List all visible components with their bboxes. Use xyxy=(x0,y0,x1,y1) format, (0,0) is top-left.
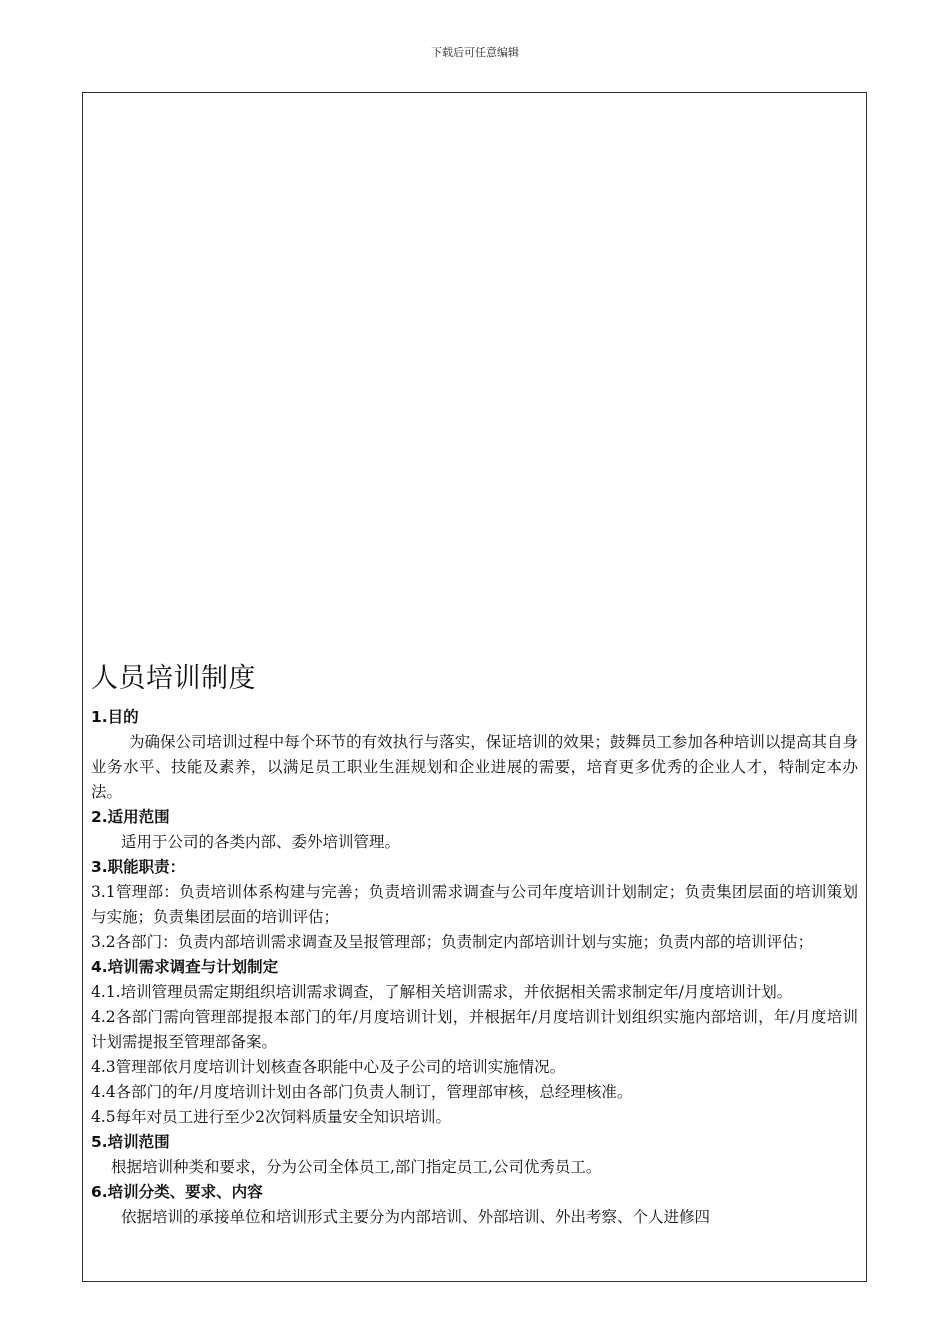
section-paragraph: 3.2各部门：负责内部培训需求调查及呈报管理部；负责制定内部培训计划与实施；负责内部的培训评估； xyxy=(91,933,814,951)
section-heading: 4.培训需求调查与计划制定 xyxy=(91,958,279,976)
section-heading: 5.培训范围 xyxy=(91,1133,170,1151)
section-needs-planning xyxy=(91,955,858,1130)
section-heading: 2.适用范围 xyxy=(91,808,170,826)
document-frame xyxy=(82,92,867,1282)
section-paragraph: 为确保公司培训过程中每个环节的有效执行与落实，保证培训的效果；鼓舞员工参加各种培训以提高其自身业务水平、技能及素养，以满足员工职业生涯规划和企业进展的需要，培育更多优秀的企业人才，特制定本办法。 xyxy=(91,733,858,801)
section-heading: 6.培训分类、要求、内容 xyxy=(91,1183,263,1201)
section-paragraph: 4.1.培训管理员需定期组织培训需求调查，了解相关培训需求，并依据相关需求制定年/月度培训计划。 xyxy=(91,983,793,1001)
section-paragraph: 依据培训的承接单位和培训形式主要分为内部培训、外部培训、外出考察、个人进修四 xyxy=(121,1208,711,1226)
document-title: 人员培训制度 xyxy=(91,663,256,694)
section-training-categories xyxy=(91,1180,858,1230)
section-paragraph: 4.4各部门的年/月度培训计划由各部门负责人制订，管理部审核，总经理核准。 xyxy=(91,1083,633,1101)
section-paragraph: 4.3管理部依月度培训计划核查各职能中心及子公司的培训实施情况。 xyxy=(91,1058,566,1076)
section-paragraph: 4.5每年对员工进行至少2次饲料质量安全知识培训。 xyxy=(91,1108,452,1126)
section-heading: 3.职能职责： xyxy=(91,858,186,876)
page-header-note: 下载后可任意编辑 xyxy=(431,46,519,59)
document-content xyxy=(91,661,858,1230)
section-purpose xyxy=(91,705,858,805)
section-paragraph: 3.1管理部：负责培训体系构建与完善；负责培训需求调查与公司年度培训计划制定；负责集团层面的培训策划与实施；负责集团层面的培训评估； xyxy=(91,883,858,926)
section-heading: 1.目的 xyxy=(91,708,139,726)
section-training-scope xyxy=(91,1130,858,1180)
section-paragraph: 4.2各部门需向管理部提报本部门的年/月度培训计划，并根据年/月度培训计划组织实施内部培训，年/月度培训计划需提报至管理部备案。 xyxy=(91,1008,858,1051)
section-paragraph: 根据培训种类和要求，分为公司全体员工,部门指定员工,公司优秀员工。 xyxy=(111,1158,602,1176)
section-responsibilities xyxy=(91,855,858,955)
section-scope xyxy=(91,805,858,855)
section-paragraph: 适用于公司的各类内部、委外培训管理。 xyxy=(121,833,401,851)
